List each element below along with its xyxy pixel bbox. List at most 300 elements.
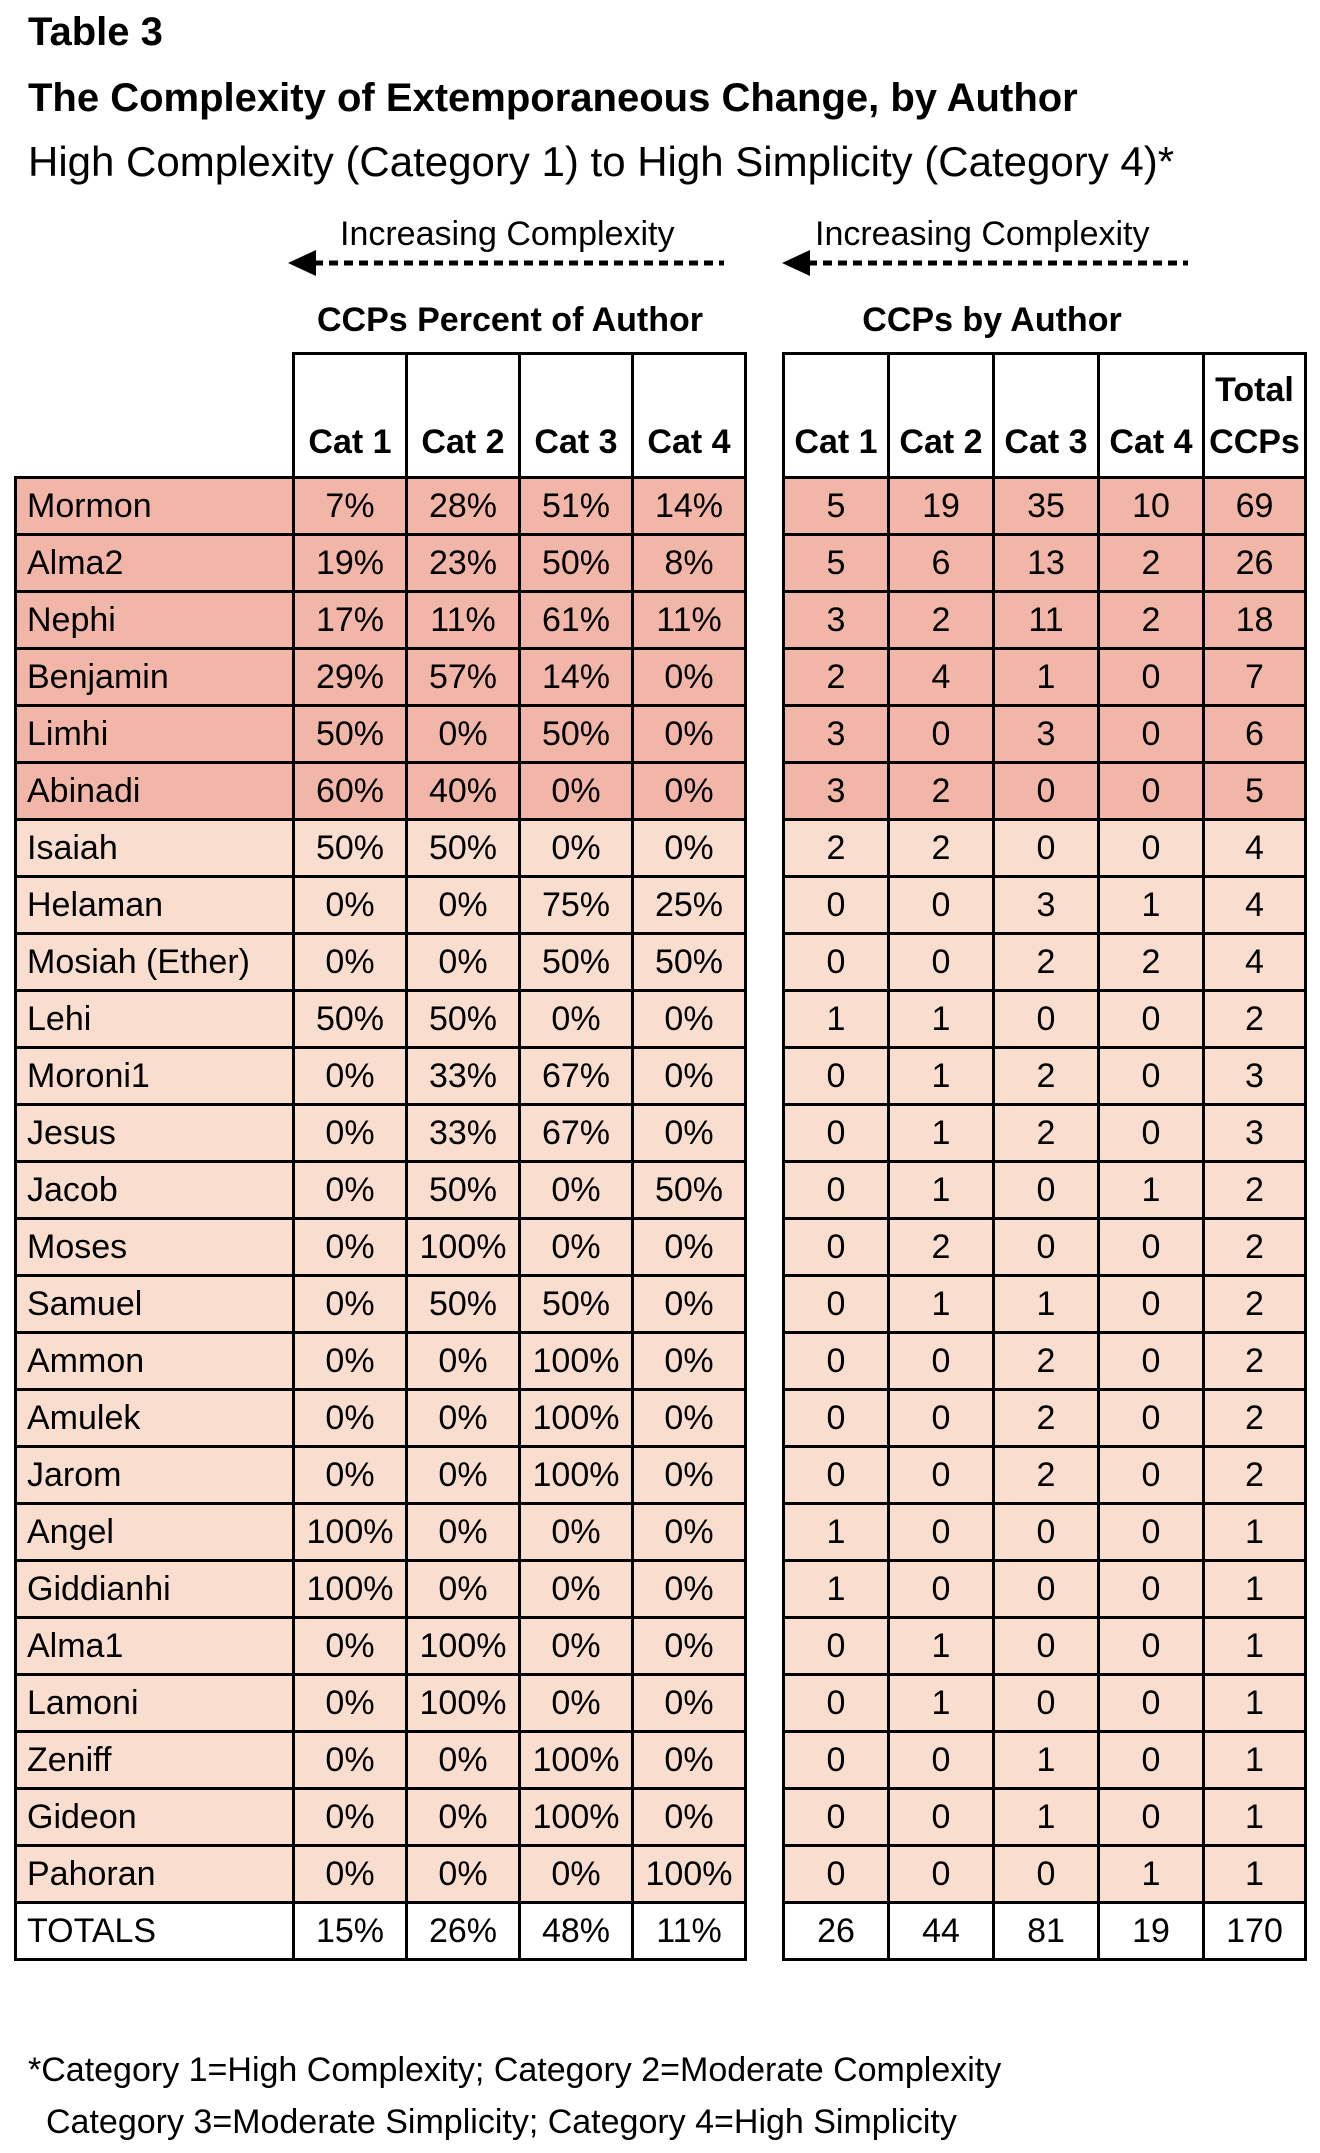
author-cell: Isaiah bbox=[16, 820, 294, 877]
count-cell: 0 bbox=[994, 1219, 1099, 1276]
percent-cell: 33% bbox=[407, 1048, 520, 1105]
count-cell: 10 bbox=[1099, 478, 1204, 535]
count-cell: 0 bbox=[784, 1105, 889, 1162]
total-count-cell: 4 bbox=[1204, 820, 1306, 877]
percent-cell: 14% bbox=[633, 478, 746, 535]
table-row bbox=[16, 820, 746, 877]
count-cell: 0 bbox=[1099, 991, 1204, 1048]
percent-cell: 0% bbox=[633, 991, 746, 1048]
total-count-cell: 2 bbox=[1204, 991, 1306, 1048]
table-row bbox=[784, 1447, 1306, 1504]
author-cell: Abinadi bbox=[16, 763, 294, 820]
percent-cell: 7% bbox=[294, 478, 407, 535]
pct-header-cat2: Cat 2 bbox=[407, 354, 520, 478]
count-cell: 1 bbox=[889, 1276, 994, 1333]
percent-cell: 0% bbox=[633, 1333, 746, 1390]
count-cell: 0 bbox=[994, 763, 1099, 820]
percent-cell: 0% bbox=[520, 763, 633, 820]
table-row bbox=[16, 934, 746, 991]
table-row bbox=[784, 991, 1306, 1048]
count-cell: 11 bbox=[994, 592, 1099, 649]
author-cell: Zeniff bbox=[16, 1732, 294, 1789]
table-row bbox=[784, 592, 1306, 649]
count-cell: 0 bbox=[1099, 1732, 1204, 1789]
count-cell: 3 bbox=[994, 706, 1099, 763]
count-cell: 5 bbox=[784, 478, 889, 535]
percent-cell: 0% bbox=[407, 1333, 520, 1390]
total-count-cell: 18 bbox=[1204, 592, 1306, 649]
percent-cell: 100% bbox=[520, 1789, 633, 1846]
count-cell: 0 bbox=[994, 1504, 1099, 1561]
count-cell: 1 bbox=[1099, 1162, 1204, 1219]
count-cell: 2 bbox=[994, 1048, 1099, 1105]
total-count-cell: 44 bbox=[889, 1903, 994, 1960]
percent-cell: 0% bbox=[294, 1219, 407, 1276]
percent-cell: 0% bbox=[520, 1561, 633, 1618]
percent-table bbox=[14, 352, 747, 1961]
author-cell: Nephi bbox=[16, 592, 294, 649]
table-row bbox=[16, 1732, 746, 1789]
percent-cell: 14% bbox=[520, 649, 633, 706]
percent-cell: 25% bbox=[633, 877, 746, 934]
author-cell: Mosiah (Ether) bbox=[16, 934, 294, 991]
percent-cell: 0% bbox=[294, 1675, 407, 1732]
count-cell: 0 bbox=[1099, 1561, 1204, 1618]
percent-cell: 50% bbox=[520, 1276, 633, 1333]
count-cell: 0 bbox=[784, 1390, 889, 1447]
percent-cell: 0% bbox=[520, 1219, 633, 1276]
percent-cell: 0% bbox=[407, 1447, 520, 1504]
count-cell: 0 bbox=[1099, 1789, 1204, 1846]
percent-cell: 0% bbox=[294, 934, 407, 991]
count-cell: 0 bbox=[889, 1732, 994, 1789]
count-cell: 2 bbox=[994, 934, 1099, 991]
total-count-cell: 170 bbox=[1204, 1903, 1306, 1960]
author-cell: Jacob bbox=[16, 1162, 294, 1219]
percent-cell: 100% bbox=[520, 1447, 633, 1504]
percent-cell: 0% bbox=[633, 706, 746, 763]
count-cell: 1 bbox=[1099, 1846, 1204, 1903]
table-row bbox=[784, 1846, 1306, 1903]
percent-cell: 51% bbox=[520, 478, 633, 535]
count-cell: 1 bbox=[889, 1162, 994, 1219]
percent-cell: 0% bbox=[633, 1105, 746, 1162]
table-row bbox=[16, 1276, 746, 1333]
left-group-title: CCPs Percent of Author bbox=[316, 301, 703, 339]
author-cell: Pahoran bbox=[16, 1846, 294, 1903]
count-cell: 0 bbox=[1099, 706, 1204, 763]
percent-cell: 0% bbox=[407, 1789, 520, 1846]
author-cell: Limhi bbox=[16, 706, 294, 763]
percent-cell: 0% bbox=[294, 1390, 407, 1447]
table-row bbox=[784, 1504, 1306, 1561]
table-row bbox=[16, 1162, 746, 1219]
count-cell: 0 bbox=[1099, 1276, 1204, 1333]
count-cell: 0 bbox=[1099, 1447, 1204, 1504]
percent-cell: 0% bbox=[633, 1447, 746, 1504]
count-cell: 0 bbox=[889, 1390, 994, 1447]
count-cell: 0 bbox=[994, 1618, 1099, 1675]
count-cell: 0 bbox=[1099, 1618, 1204, 1675]
percent-cell: 0% bbox=[520, 1846, 633, 1903]
count-cell: 0 bbox=[889, 706, 994, 763]
percent-cell: 0% bbox=[520, 991, 633, 1048]
author-cell: Amulek bbox=[16, 1390, 294, 1447]
percent-cell: 50% bbox=[294, 820, 407, 877]
count-cell: 5 bbox=[784, 535, 889, 592]
count-cell: 0 bbox=[784, 1732, 889, 1789]
table-row bbox=[784, 1276, 1306, 1333]
count-cell: 2 bbox=[784, 820, 889, 877]
percent-cell: 0% bbox=[294, 1333, 407, 1390]
table-row bbox=[16, 1675, 746, 1732]
total-count-cell: 2 bbox=[1204, 1333, 1306, 1390]
percent-cell: 0% bbox=[520, 1162, 633, 1219]
percent-cell: 100% bbox=[633, 1846, 746, 1903]
count-cell: 0 bbox=[784, 1447, 889, 1504]
footnote-line-1: *Category 1=High Complexity; Category 2=Moderate Complexity bbox=[28, 2051, 1002, 2089]
total-percent-cell: 11% bbox=[633, 1903, 746, 1960]
percent-cell: 0% bbox=[407, 877, 520, 934]
count-cell: 2 bbox=[994, 1333, 1099, 1390]
percent-cell: 75% bbox=[520, 877, 633, 934]
percent-cell: 0% bbox=[407, 1561, 520, 1618]
count-cell: 0 bbox=[994, 1846, 1099, 1903]
table-row bbox=[784, 1675, 1306, 1732]
author-cell: Moroni1 bbox=[16, 1048, 294, 1105]
author-cell: Angel bbox=[16, 1504, 294, 1561]
percent-cell: 0% bbox=[520, 1618, 633, 1675]
total-count-cell: 26 bbox=[784, 1903, 889, 1960]
percent-cell: 11% bbox=[633, 592, 746, 649]
total-count-cell: 19 bbox=[1099, 1903, 1204, 1960]
author-cell: Lamoni bbox=[16, 1675, 294, 1732]
author-cell: Giddianhi bbox=[16, 1561, 294, 1618]
count-cell: 4 bbox=[889, 649, 994, 706]
count-cell: 1 bbox=[1099, 877, 1204, 934]
percent-cell: 100% bbox=[520, 1333, 633, 1390]
author-cell: Ammon bbox=[16, 1333, 294, 1390]
count-table bbox=[782, 352, 1307, 1961]
author-cell: Moses bbox=[16, 1219, 294, 1276]
percent-cell: 0% bbox=[520, 1504, 633, 1561]
count-cell: 0 bbox=[1099, 1333, 1204, 1390]
percent-cell: 100% bbox=[407, 1219, 520, 1276]
count-cell: 0 bbox=[784, 1618, 889, 1675]
total-count-cell: 2 bbox=[1204, 1219, 1306, 1276]
percent-cell: 0% bbox=[407, 706, 520, 763]
count-cell: 0 bbox=[1099, 1048, 1204, 1105]
percent-cell: 0% bbox=[294, 1276, 407, 1333]
total-count-cell: 2 bbox=[1204, 1390, 1306, 1447]
percent-cell: 0% bbox=[633, 763, 746, 820]
count-cell: 1 bbox=[784, 991, 889, 1048]
pct-header-cat1: Cat 1 bbox=[294, 354, 407, 478]
author-cell: Jarom bbox=[16, 1447, 294, 1504]
table-row bbox=[16, 1504, 746, 1561]
table-row bbox=[16, 763, 746, 820]
percent-cell: 0% bbox=[633, 1675, 746, 1732]
count-cell: 1 bbox=[889, 1048, 994, 1105]
percent-cell: 50% bbox=[520, 706, 633, 763]
percent-cell: 0% bbox=[633, 820, 746, 877]
percent-cell: 0% bbox=[294, 1048, 407, 1105]
table-row bbox=[784, 1105, 1306, 1162]
count-cell: 0 bbox=[1099, 1675, 1204, 1732]
percent-cell: 50% bbox=[633, 1162, 746, 1219]
count-header-total: Total CCPs bbox=[1204, 354, 1306, 478]
count-cell: 1 bbox=[784, 1561, 889, 1618]
total-count-cell: 5 bbox=[1204, 763, 1306, 820]
total-count-cell: 69 bbox=[1204, 478, 1306, 535]
percent-cell: 50% bbox=[294, 991, 407, 1048]
table-row bbox=[784, 1390, 1306, 1447]
count-cell: 0 bbox=[784, 1846, 889, 1903]
count-header-cat3: Cat 3 bbox=[994, 354, 1099, 478]
percent-cell: 29% bbox=[294, 649, 407, 706]
table-row bbox=[784, 478, 1306, 535]
count-header-cat4: Cat 4 bbox=[1099, 354, 1204, 478]
table-row bbox=[16, 1219, 746, 1276]
percent-cell: 0% bbox=[407, 934, 520, 991]
total-count-cell: 26 bbox=[1204, 535, 1306, 592]
total-percent-cell: 26% bbox=[407, 1903, 520, 1960]
count-cell: 2 bbox=[1099, 934, 1204, 991]
total-count-cell: 4 bbox=[1204, 934, 1306, 991]
count-cell: 2 bbox=[994, 1390, 1099, 1447]
percent-cell: 0% bbox=[633, 1732, 746, 1789]
percent-cell: 100% bbox=[407, 1618, 520, 1675]
total-count-cell: 3 bbox=[1204, 1048, 1306, 1105]
count-cell: 2 bbox=[994, 1447, 1099, 1504]
right-arrow-label: Increasing Complexity bbox=[815, 215, 1150, 253]
count-cell: 2 bbox=[1099, 535, 1204, 592]
count-header-cat2: Cat 2 bbox=[889, 354, 994, 478]
author-cell: Benjamin bbox=[16, 649, 294, 706]
count-cell: 0 bbox=[889, 1561, 994, 1618]
percent-cell: 0% bbox=[633, 1504, 746, 1561]
percent-cell: 0% bbox=[294, 877, 407, 934]
count-header-cat1: Cat 1 bbox=[784, 354, 889, 478]
percent-cell: 100% bbox=[520, 1390, 633, 1447]
author-cell: Alma2 bbox=[16, 535, 294, 592]
percent-cell: 0% bbox=[633, 1618, 746, 1675]
count-cell: 2 bbox=[889, 763, 994, 820]
table-row bbox=[16, 649, 746, 706]
count-cell: 0 bbox=[889, 934, 994, 991]
author-cell: Samuel bbox=[16, 1276, 294, 1333]
percent-cell: 23% bbox=[407, 535, 520, 592]
author-cell: Jesus bbox=[16, 1105, 294, 1162]
percent-cell: 60% bbox=[294, 763, 407, 820]
pct-header-cat4: Cat 4 bbox=[633, 354, 746, 478]
table-row bbox=[16, 1846, 746, 1903]
table-row bbox=[784, 877, 1306, 934]
table-row bbox=[784, 820, 1306, 877]
percent-cell: 50% bbox=[407, 991, 520, 1048]
count-cell: 0 bbox=[994, 1162, 1099, 1219]
table-row bbox=[784, 934, 1306, 991]
table-title: The Complexity of Extemporaneous Change, by Author bbox=[28, 76, 1078, 120]
percent-cell: 8% bbox=[633, 535, 746, 592]
percent-cell: 0% bbox=[633, 1276, 746, 1333]
count-cell: 0 bbox=[889, 1504, 994, 1561]
count-cell: 0 bbox=[889, 1846, 994, 1903]
table-label: Table 3 bbox=[28, 10, 163, 54]
totals-row bbox=[16, 1903, 746, 1960]
percent-cell: 11% bbox=[407, 592, 520, 649]
table-row bbox=[784, 1219, 1306, 1276]
table-row bbox=[16, 478, 746, 535]
table-row bbox=[16, 1048, 746, 1105]
count-cell: 0 bbox=[784, 1333, 889, 1390]
count-cell: 1 bbox=[994, 1789, 1099, 1846]
table-row bbox=[784, 535, 1306, 592]
count-cell: 2 bbox=[889, 1219, 994, 1276]
percent-cell: 40% bbox=[407, 763, 520, 820]
table-row bbox=[16, 592, 746, 649]
percent-cell: 100% bbox=[294, 1504, 407, 1561]
author-cell: Alma1 bbox=[16, 1618, 294, 1675]
count-cell: 0 bbox=[1099, 1390, 1204, 1447]
count-cell: 0 bbox=[889, 877, 994, 934]
total-count-cell: 81 bbox=[994, 1903, 1099, 1960]
count-cell: 2 bbox=[889, 820, 994, 877]
count-cell: 0 bbox=[784, 1048, 889, 1105]
percent-cell: 67% bbox=[520, 1048, 633, 1105]
table-row bbox=[784, 649, 1306, 706]
count-cell: 0 bbox=[994, 991, 1099, 1048]
total-count-cell: 1 bbox=[1204, 1789, 1306, 1846]
table-row bbox=[784, 1333, 1306, 1390]
percent-cell: 50% bbox=[407, 1162, 520, 1219]
count-cell: 0 bbox=[1099, 1504, 1204, 1561]
table-row bbox=[784, 1162, 1306, 1219]
count-cell: 0 bbox=[784, 1162, 889, 1219]
total-count-cell: 2 bbox=[1204, 1447, 1306, 1504]
percent-cell: 17% bbox=[294, 592, 407, 649]
count-cell: 1 bbox=[994, 1276, 1099, 1333]
percent-cell: 100% bbox=[407, 1675, 520, 1732]
count-cell: 0 bbox=[889, 1333, 994, 1390]
percent-cell: 0% bbox=[633, 1390, 746, 1447]
count-cell: 2 bbox=[889, 592, 994, 649]
percent-cell: 0% bbox=[294, 1162, 407, 1219]
count-cell: 1 bbox=[784, 1504, 889, 1561]
count-cell: 0 bbox=[1099, 763, 1204, 820]
author-cell: Lehi bbox=[16, 991, 294, 1048]
count-cell: 1 bbox=[889, 991, 994, 1048]
totals-row bbox=[784, 1903, 1306, 1960]
count-cell: 0 bbox=[784, 934, 889, 991]
count-cell: 0 bbox=[994, 820, 1099, 877]
footnote-line-2: Category 3=Moderate Simplicity; Category 4=High Simplicity bbox=[46, 2103, 957, 2141]
count-cell: 2 bbox=[1099, 592, 1204, 649]
total-count-cell: 7 bbox=[1204, 649, 1306, 706]
total-count-cell: 4 bbox=[1204, 877, 1306, 934]
count-cell: 1 bbox=[994, 649, 1099, 706]
percent-cell: 50% bbox=[520, 934, 633, 991]
count-cell: 0 bbox=[994, 1675, 1099, 1732]
count-cell: 0 bbox=[1099, 649, 1204, 706]
table-row bbox=[16, 1105, 746, 1162]
total-count-cell: 1 bbox=[1204, 1561, 1306, 1618]
author-cell: Gideon bbox=[16, 1789, 294, 1846]
total-count-cell: 2 bbox=[1204, 1162, 1306, 1219]
table-row bbox=[16, 1789, 746, 1846]
right-arrow-icon bbox=[782, 248, 1192, 278]
percent-cell: 0% bbox=[633, 1789, 746, 1846]
table-row bbox=[784, 1789, 1306, 1846]
totals-label: TOTALS bbox=[16, 1903, 294, 1960]
count-cell: 1 bbox=[889, 1675, 994, 1732]
table-row bbox=[16, 1561, 746, 1618]
count-cell: 35 bbox=[994, 478, 1099, 535]
percent-cell: 33% bbox=[407, 1105, 520, 1162]
percent-cell: 61% bbox=[520, 592, 633, 649]
total-count-cell: 2 bbox=[1204, 1276, 1306, 1333]
count-cell: 0 bbox=[1099, 1219, 1204, 1276]
count-cell: 2 bbox=[784, 649, 889, 706]
percent-cell: 0% bbox=[294, 1846, 407, 1903]
table-row bbox=[16, 1333, 746, 1390]
total-count-cell: 6 bbox=[1204, 706, 1306, 763]
percent-cell: 0% bbox=[294, 1618, 407, 1675]
count-cell: 0 bbox=[889, 1789, 994, 1846]
pct-header-cat3: Cat 3 bbox=[520, 354, 633, 478]
count-cell: 13 bbox=[994, 535, 1099, 592]
table-row bbox=[784, 763, 1306, 820]
total-count-cell: 1 bbox=[1204, 1618, 1306, 1675]
table-row bbox=[784, 1048, 1306, 1105]
left-arrow-label: Increasing Complexity bbox=[340, 215, 675, 253]
percent-cell: 0% bbox=[407, 1732, 520, 1789]
table-subtitle: High Complexity (Category 1) to High Simplicity (Category 4)* bbox=[28, 138, 1175, 185]
table-row bbox=[16, 991, 746, 1048]
count-cell: 3 bbox=[784, 706, 889, 763]
table-row bbox=[16, 1390, 746, 1447]
left-arrow-icon bbox=[288, 248, 728, 278]
percent-cell: 0% bbox=[294, 1789, 407, 1846]
count-cell: 0 bbox=[784, 1675, 889, 1732]
table-row bbox=[16, 706, 746, 763]
total-percent-cell: 48% bbox=[520, 1903, 633, 1960]
right-group-title: CCPs by Author bbox=[862, 301, 1122, 339]
author-cell: Helaman bbox=[16, 877, 294, 934]
table-row bbox=[784, 1618, 1306, 1675]
table-row bbox=[16, 535, 746, 592]
percent-cell: 0% bbox=[633, 649, 746, 706]
count-cell: 0 bbox=[784, 1789, 889, 1846]
author-cell: Mormon bbox=[16, 478, 294, 535]
percent-cell: 0% bbox=[520, 1675, 633, 1732]
count-cell: 1 bbox=[994, 1732, 1099, 1789]
total-percent-cell: 15% bbox=[294, 1903, 407, 1960]
total-count-cell: 1 bbox=[1204, 1504, 1306, 1561]
count-cell: 0 bbox=[784, 1276, 889, 1333]
count-cell: 1 bbox=[889, 1618, 994, 1675]
percent-cell: 0% bbox=[520, 820, 633, 877]
count-cell: 19 bbox=[889, 478, 994, 535]
author-header-blank bbox=[16, 354, 294, 478]
percent-cell: 0% bbox=[407, 1846, 520, 1903]
percent-cell: 67% bbox=[520, 1105, 633, 1162]
table-row bbox=[16, 1618, 746, 1675]
percent-cell: 0% bbox=[633, 1219, 746, 1276]
table-row bbox=[784, 1732, 1306, 1789]
total-count-cell: 1 bbox=[1204, 1846, 1306, 1903]
total-count-cell: 1 bbox=[1204, 1732, 1306, 1789]
